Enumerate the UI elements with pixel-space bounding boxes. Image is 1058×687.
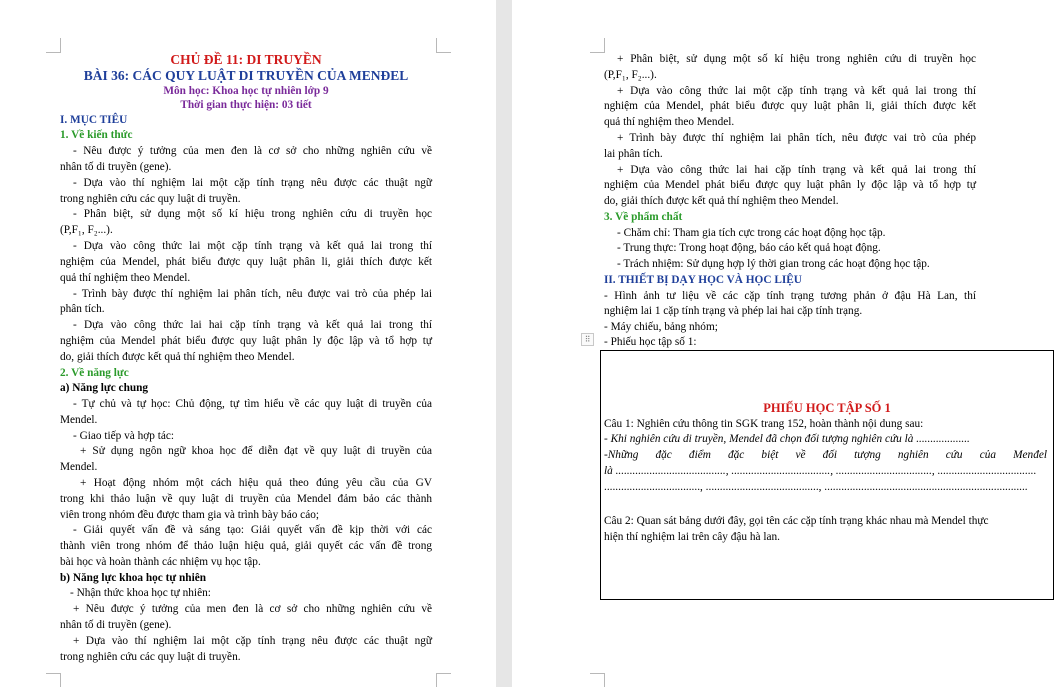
quality-line: - Trách nhiệm: Sử dụng hợp lý thời gian trong các hoạt động học tập. [617,258,930,270]
equipment-line: - Hình ảnh tư liệu về các cặp tính trạng tương phản ở đậu Hà Lan, thí [604,290,976,302]
margin-corner-mark [590,38,605,53]
worksheet-title: PHIẾU HỌC TẬP SỐ 1 [763,401,891,415]
margin-corner-mark [436,673,451,687]
knowledge-line: nhân tố di truyền (gene). [60,161,172,173]
knowledge-line: - Nêu được ý tưởng của men đen là cơ sở cho những nghiên cứu về [73,145,432,157]
knowledge-line: trong nghiên cứu các quy luật di truyền. [60,193,241,205]
subsection-heading: b) Năng lực khoa học tự nhiên [60,572,207,584]
section-heading: II. THIẾT BỊ DẠY HỌC VÀ HỌC LIỆU [604,274,802,286]
duration-line: Thời gian thực hiện: 03 tiết [180,99,312,111]
worksheet-question: Câu 2: Quan sát bảng dưới đây, gọi tên các cặp tính trạng khác nhau mà Mendel thực [604,515,989,527]
competency-line: nghiệm của Mendel, phát biểu được quy luật phân li, giải thích được kết [604,100,976,112]
lesson-title: BÀI 36: CÁC QUY LUẬT DI TRUYỀN CỦA MENĐEL [83,68,409,83]
competency-line: - Giao tiếp và hợp tác: [73,430,175,442]
worksheet-box [600,350,1054,600]
competency-line: - Tự chủ và tự học: Chủ động, tự tìm hiểu về các quy luật di truyền của [73,398,432,410]
quality-line: - Trung thực: Trong hoạt động, báo cáo kết quả hoạt động. [617,242,881,254]
subsection-heading: 2. Về năng lực [60,367,129,379]
knowledge-line: phân tích. [60,303,105,315]
competency-line: + Dựa vào công thức lai hai cặp tính trạng và kết quả lai trong thí [617,164,976,176]
competency-line: Mendel. [60,461,98,473]
subsection-heading: a) Năng lực chung [60,382,149,394]
knowledge-line: - Dựa vào công thức lai hai cặp tính trạng và kết quả lai trong thí [73,319,432,331]
competency-line: quả thí nghiệm theo Mendel. [604,116,735,128]
knowledge-line: - Phân biệt, sử dụng một số kí hiệu trong nghiên cứu di truyền học [73,208,432,220]
competency-line: + Hoạt động nhóm một cách hiệu quả theo đúng yêu cầu của GV [80,477,432,489]
knowledge-line: nghiệm của Mendel, phát biểu được quy luật phân li, giải thích được kết [60,256,432,268]
competency-line: lai phân tích. [604,148,663,160]
science-line: - Nhận thức khoa học tự nhiên: [70,587,211,599]
margin-corner-mark [46,38,61,53]
equipment-line: - Phiếu học tập số 1: [604,336,697,348]
margin-corner-mark [46,673,61,687]
equipment-line: - Máy chiếu, bảng nhóm; [604,321,718,333]
competency-line: thành viên trong nhóm để thảo luận hiệu quả, giải quyết các vấn đề trong [60,540,432,552]
section-heading: I. MỤC TIÊU [60,114,128,126]
knowledge-line: nghiệm của Mendel phát biểu được quy luật phân ly độc lập và tổ hợp tự [60,335,432,347]
knowledge-line: (P,F₁, F₂...). [60,224,113,236]
quality-line: - Chăm chỉ: Tham gia tích cực trong các hoạt động học tập. [617,227,886,239]
knowledge-line: do, giải thích được kết quả thí nghiệm theo Mendel. [60,351,295,363]
competency-line: + Trình bày được thí nghiệm lai phân tích, nêu được vai trò của phép [617,132,976,144]
margin-corner-mark [436,38,451,53]
document-page-left [0,0,496,687]
competency-line: + Phân biệt, sử dụng một số kí hiệu trong nghiên cứu di truyền học [617,53,976,65]
page-gutter [496,0,512,687]
competency-line: trong khi thảo luận về quy luật di truyền của Mendel đảm bảo các thành [60,493,432,505]
knowledge-line: - Dựa vào công thức lai một cặp tính trạng và kết quả lai trong thí [73,240,432,252]
worksheet-question: .................................., ........................................, ........................................................................ [604,481,1028,493]
knowledge-line: quả thí nghiệm theo Mendel. [60,272,191,284]
competency-line: Mendel. [60,414,98,426]
worksheet-question: hiện thí nghiệm lai trên cây đậu hà lan. [604,531,780,543]
worksheet-question: - Khi nghiên cứu di truyền, Mendel đã chọn đối tượng nghiên cứu là ................... [604,433,970,445]
competency-line: - Giải quyết vấn đề và sáng tạo: Giải quyết vấn đề kịp thời với các [73,524,432,536]
competency-line: do, giải thích được kết quả thí nghiệm theo Mendel. [604,195,839,207]
worksheet-question: là ......................................., ..................................., .................................., ................................... [604,465,1037,477]
competency-line: viên trong nhóm đều được tham gia và trình bày báo cáo; [60,509,319,521]
table-move-handle-icon[interactable]: ⠿ [581,333,594,346]
equipment-line: nghiệm lai 1 cặp tính trạng và phép lai hai cặp tính trạng. [604,305,863,317]
subsection-heading: 1. Về kiến thức [60,129,133,141]
topic-title: CHỦ ĐỀ 11: DI TRUYỀN [170,52,322,67]
knowledge-line: - Trình bày được thí nghiệm lai phân tích, nêu được vai trò của phép lai [73,288,432,300]
science-line: nhân tố di truyền (gene). [60,619,172,631]
science-line: trong nghiên cứu các quy luật di truyền. [60,651,241,663]
worksheet-question: -Những đặc điểm đặc biệt về đối tượng nghiên cứu của Menđel [604,449,1047,461]
science-line: + Nêu được ý tưởng của men đen là cơ sở cho những nghiên cứu về [73,603,432,615]
worksheet-question: Câu 1: Nghiên cứu thông tin SGK trang 152, hoàn thành nội dung sau: [604,418,924,430]
competency-line: + Dựa vào công thức lai một cặp tính trạng và kết quả lai trong thí [617,85,976,97]
competency-line: + Sử dụng ngôn ngữ khoa học để diễn đạt về quy luật di truyền của [80,445,432,457]
competency-line: (P,F₁, F₂...). [604,69,657,81]
subsection-heading: 3. Về phẩm chất [604,211,683,223]
margin-corner-mark [590,673,605,687]
knowledge-line: - Dựa vào thí nghiệm lai một cặp tính trạng nêu được các thuật ngữ [73,177,432,189]
competency-line: nghiệm của Mendel phát biểu được quy luật phân ly độc lập và tổ hợp tự [604,179,976,191]
subject-line: Môn học: Khoa học tự nhiên lớp 9 [163,85,329,97]
science-line: + Dựa vào thí nghiệm lai một cặp tính trạng nêu được các thuật ngữ [73,635,432,647]
competency-line: bài học và hoàn thành các nhiệm vụ học tập. [60,556,261,568]
